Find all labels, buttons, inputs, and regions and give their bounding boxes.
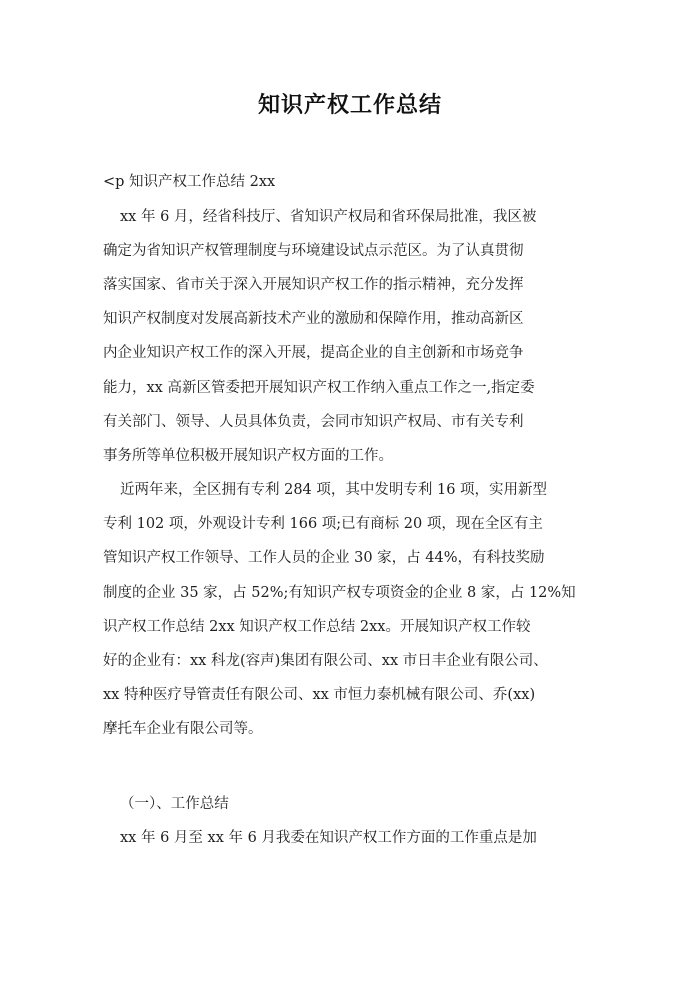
paragraph-2-line-2: 专利 102 项，外观设计专利 166 项;已有商标 20 项，现在全区有主 <box>103 516 543 532</box>
section-heading: （一）、工作总结 <box>120 796 229 812</box>
paragraph-1-line-4: 知识产权制度对发展高新技术产业的激励和保障作用，推动高新区 <box>103 311 524 327</box>
paragraph-2-line-3: 管知识产权工作领导、工作人员的企业 30 家，占 44%，有科技奖励 <box>103 550 545 566</box>
paragraph-1-line-3: 落实国家、省市关于深入开展知识产权工作的指示精神，充分发挥 <box>103 277 524 293</box>
paragraph-2-line-5: 识产权工作总结 2xx 知识产权工作总结 2xx。开展知识产权工作较 <box>103 619 531 635</box>
paragraph-1-line-2: 确定为省知识产权管理制度与环境建设试点示范区。为了认真贯彻 <box>103 243 524 259</box>
paragraph-3-line-1: xx 年 6 月至 xx 年 6 月我委在知识产权工作方面的工作重点是加 <box>120 830 537 846</box>
paragraph-1-line-7: 有关部门、领导、人员具体负责，会同市知识产权局、市有关专利 <box>103 414 524 430</box>
document-title: 知识产权工作总结 <box>257 93 442 118</box>
paragraph-1-line-8: 事务所等单位积极开展知识产权方面的工作。 <box>103 448 393 464</box>
paragraph-1-line-1: xx 年 6 月，经省科技厅、省知识产权局和省环保局批准，我区被 <box>120 209 537 225</box>
paragraph-1-line-6: 能力，xx 高新区管委把开展知识产权工作纳入重点工作之一,指定委 <box>103 380 535 396</box>
paragraph-2-line-8: 摩托车企业有限公司等。 <box>103 721 263 737</box>
paragraph-2-line-1: 近两年来，全区拥有专利 284 项，其中发明专利 16 项，实用新型 <box>120 482 548 498</box>
paragraph-2-line-4: 制度的企业 35 家，占 52%;有知识产权专项资金的企业 8 家，占 12%知 <box>103 585 576 601</box>
paragraph-2-line-6: 好的企业有：xx 科龙(容声)集团有限公司、xx 市日丰企业有限公司、 <box>103 653 548 669</box>
paragraph-2-line-7: xx 特种医疗导管责任有限公司、xx 市恒力泰机械有限公司、乔(xx) <box>103 687 536 703</box>
paragraph-1-line-5: 内企业知识产权工作的深入开展，提高企业的自主创新和市场竞争 <box>103 345 524 361</box>
intro-line: <p 知识产权工作总结 2xx <box>103 174 276 190</box>
